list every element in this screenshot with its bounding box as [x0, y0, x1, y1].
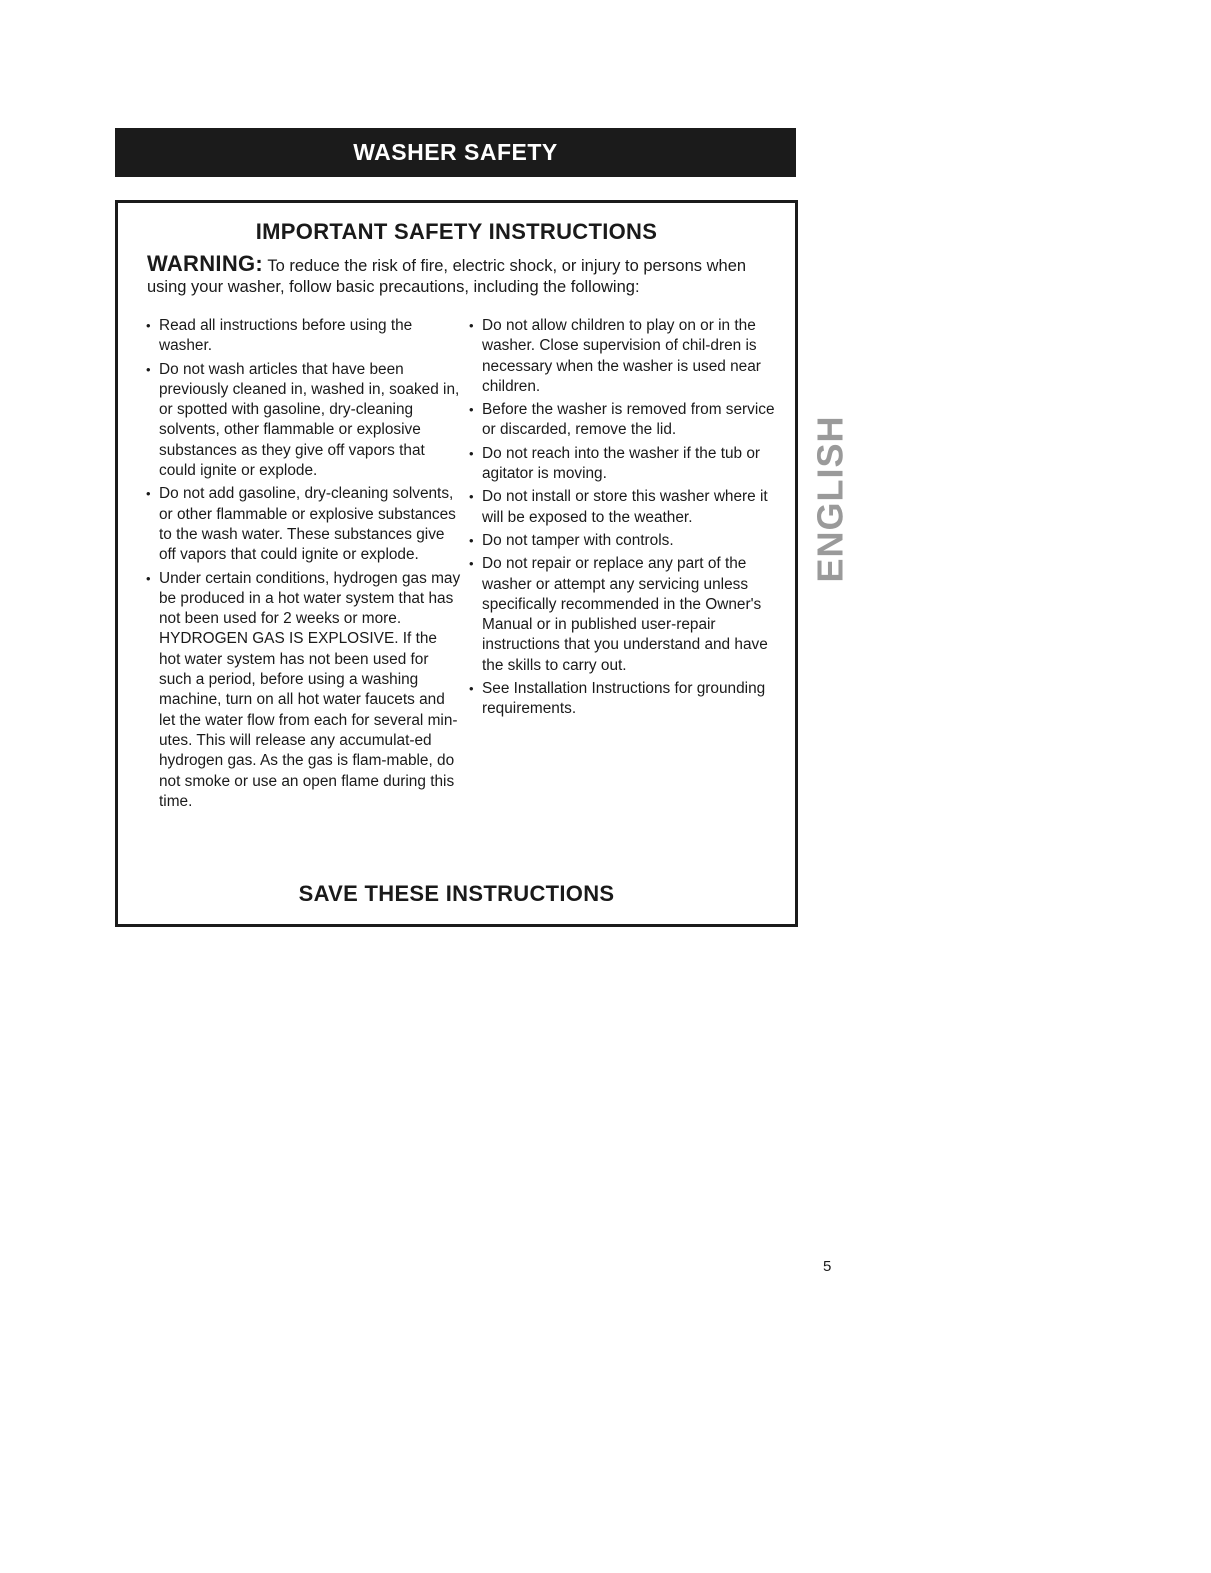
- list-item: • Read all instructions before using the washer.: [143, 316, 461, 357]
- left-column: [143, 316, 461, 815]
- language-label: ENGLISH: [809, 415, 851, 583]
- warning-text: To reduce the risk of fire, electric shock, or injury to persons when using your washer, follow basic precautions, including the following:: [147, 257, 747, 296]
- warning-paragraph: [147, 253, 777, 298]
- language-side-tab: [809, 409, 851, 589]
- list-item: • Do not reach into the washer if the tub or agitator is moving.: [466, 444, 784, 485]
- warning-label: WARNING:: [147, 251, 264, 276]
- list-item: • Do not install or store this washer where it will be exposed to the weather.: [466, 487, 784, 528]
- list-item: • Do not wash articles that have been previously cleaned in, washed in, soaked in, or spotted with gasoline, dry-cleaning solvents, other flammable or explosive substances as they give off vapors that could ignite or explode.: [143, 360, 461, 482]
- box-title: IMPORTANT SAFETY INSTRUCTIONS: [255, 219, 658, 244]
- right-column: [466, 316, 784, 723]
- section-title: WASHER SAFETY: [353, 139, 558, 165]
- list-item: • Under certain conditions, hydrogen gas may be produced in a hot water system that has not been used for 2 weeks or more. HYDROGEN GAS IS EXPLOSIVE. If the hot water system has not been used for such a period, before using a washing machine, turn on all hot water faucets and let the water flow from each for several min-utes. This will release any accumulat-ed hydrogen gas. As the gas is flam-mable, do not smoke or use an open flame during this time.: [143, 569, 461, 813]
- list-item: • See Installation Instructions for grounding requirements.: [466, 679, 784, 720]
- save-instructions-footer: SAVE THESE INSTRUCTIONS: [298, 881, 615, 906]
- list-item: • Do not repair or replace any part of the washer or attempt any servicing unless specifically recommended in the Owner's Manual or in published user-repair instructions that you understand and have the skills to carry out.: [466, 554, 784, 676]
- list-item: • Do not tamper with controls.: [466, 531, 784, 551]
- section-header: [115, 128, 796, 177]
- list-item: • Do not allow children to play on or in the washer. Close supervision of chil-dren is necessary when the washer is used near children.: [466, 316, 784, 397]
- list-item: • Do not add gasoline, dry-cleaning solvents, or other flammable or explosive substances to the wash water. These substances give off vapors that could ignite or explode.: [143, 484, 461, 565]
- list-item: • Before the washer is removed from service or discarded, remove the lid.: [466, 400, 784, 441]
- page-number: 5: [823, 1258, 832, 1275]
- safety-instructions-box: [115, 200, 798, 927]
